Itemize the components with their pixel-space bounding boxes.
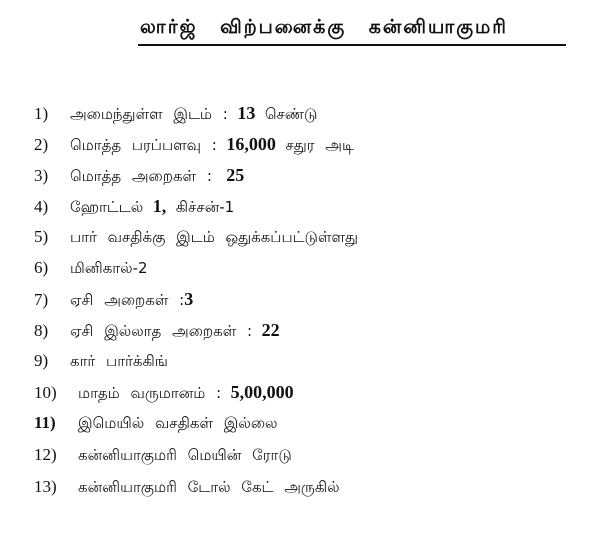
list-item — [34, 351, 168, 371]
item-text: மினிகால்-2 — [70, 259, 148, 277]
item-text: ஹோட்டல் — [70, 198, 144, 216]
list-item — [34, 258, 148, 278]
item-text: கார் பார்க்கிங் — [70, 352, 168, 370]
item-text: மாதம் வருமானம் : — [78, 384, 222, 402]
item-text: கன்னியாகுமரி டோல் கேட் அருகில் — [78, 478, 340, 496]
item-value: 22 — [261, 320, 280, 340]
item-suffix: சதுர அடி — [285, 136, 354, 154]
item-value: 25 — [226, 165, 245, 185]
item-number: 1) — [34, 104, 49, 123]
list-item — [34, 413, 278, 433]
item-suffix: கிச்சன்-1 — [175, 198, 235, 216]
list-item — [34, 445, 292, 465]
item-text: பார் வசதிக்கு இடம் ஒதுக்கப்பட்டுள்ளது — [70, 228, 359, 246]
item-text: அமைந்துள்ள இடம் : — [70, 105, 228, 123]
item-suffix: செண்டு — [264, 105, 318, 123]
item-value: 16,000 — [226, 134, 276, 154]
list-item — [34, 196, 234, 217]
item-number: 8) — [34, 321, 49, 340]
item-text: ஏசி இல்லாத அறைகள் : — [70, 322, 253, 340]
item-number: 5) — [34, 227, 49, 246]
page-title: லார்ஜ் விற்பனைக்கு கன்னியாகுமரி — [140, 16, 508, 38]
item-value: 13 — [237, 103, 256, 123]
list-item — [34, 382, 294, 403]
item-number: 12) — [34, 445, 57, 464]
item-text: மொத்த பரப்பளவு : — [70, 136, 217, 154]
item-text: கன்னியாகுமரி மெயின் ரோடு — [78, 446, 292, 464]
item-number: 7) — [34, 290, 49, 309]
item-number: 9) — [34, 351, 49, 370]
item-text: ஏசி அறைகள் : — [70, 291, 185, 309]
item-number: 2) — [34, 135, 49, 154]
item-text: இமெயில் வசதிகள் இல்லை — [78, 414, 278, 432]
title-underline — [138, 44, 566, 46]
list-item — [34, 320, 280, 341]
item-value: 3 — [184, 289, 194, 309]
item-number: 13) — [34, 477, 57, 496]
list-item — [34, 477, 340, 497]
item-number: 6) — [34, 258, 49, 277]
item-number: 4) — [34, 197, 49, 216]
item-number: 11) — [34, 413, 56, 432]
list-item — [34, 289, 193, 310]
item-value: 1, — [152, 196, 167, 216]
item-value: 5,00,000 — [230, 382, 294, 402]
list-item — [34, 165, 244, 186]
item-number: 10) — [34, 383, 57, 402]
list-item — [34, 227, 358, 247]
list-item — [34, 103, 317, 124]
list-item — [34, 134, 354, 155]
item-text: மொத்த அறைகள் : — [70, 167, 212, 185]
item-number: 3) — [34, 166, 49, 185]
